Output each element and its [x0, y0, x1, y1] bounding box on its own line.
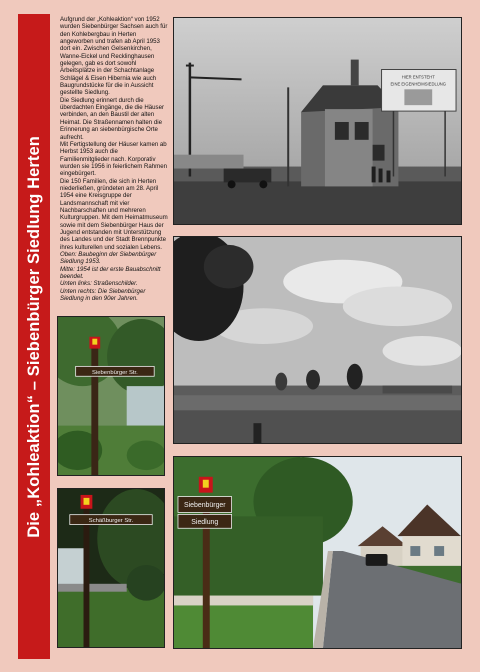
body-text [60, 16, 168, 251]
sign-board-line2: EINE EIGENHEIMSIEDLUNG [390, 81, 447, 87]
sign-board-line1: HIER ENTSTEHT [401, 74, 435, 80]
caption-bottom-left: Unten links: Straßenschilder. [60, 280, 138, 288]
caption-bottom-right: Unten rechts: Die Siebenbürger Siedlung in den 90er Jahren. [60, 287, 146, 303]
body-paragraph: Mit Fertigstellung der Häuser kamen ab Herbst 1953 auch die Familienmitglieder nach. Korporativ wurden sie 1956 in feierlichem Rahmen eingebürgert. [60, 140, 168, 178]
body-paragraph: Die 150 Familien, die sich in Herten niederließen, gründeten am 28. April 1954 eine Kreisgruppe der Landsmannschaft mit vier Nachbarschaften und mehreren Kulturgruppen. Mit dem Heimatmuseum sowie mit dem Siebenbürger Haus der Jugend entstanden mit Unterstützung des Landes und der Stadt Brennpunkte ihres kulturellen und sozialen Lebens. [60, 177, 168, 251]
settlement-sign-line2: Siedlung [191, 518, 219, 526]
photo-construction-1953 [173, 17, 462, 225]
photo-settlement-1990s [173, 456, 462, 649]
body-paragraph: Aufgrund der „Kohleaktion“ von 1952 wurden Siebenbürger Sachsen auch für den Kohlebergbau in Herten angeworben und trafen ab April 1953 dort ein. Zwischen Gelsenkirchen, Wanne-Eickel und Recklinghausen gelegen, gab es dort sowohl Arbeitsplätze in der Schachtanlage Schlägel & Eisen Hibernia wie auch Baugrundstücke für die in Aussicht gestellte Siedlung. [60, 16, 168, 97]
settlement-sign-line1: Siebenbürger [183, 501, 226, 509]
page-title: Die „Kohleaktion“ – Siebenbürger Siedlung Herten [24, 135, 43, 538]
photo-street-sign-2 [57, 488, 165, 648]
street-sign-text-2: Schäßburger Str. [88, 518, 134, 525]
photo-street-sign-1 [57, 316, 165, 476]
body-paragraph: Die Siedlung erinnert durch die überdachten Eingänge, die die Häuser verbinden, an den Baustil der alten Heimat. Die Straßennamen halten die Erinnerung an siebenbürgische Orte aufrecht. [60, 96, 165, 141]
vertical-title [14, 14, 54, 659]
caption-top: Oben: Baubeginn der Siebenbürger Siedlung 1953. [60, 251, 157, 266]
street-sign-text-1: Siebenbürger Str. [92, 369, 138, 376]
caption-middle: Mitte: 1954 ist der erste Bauabschnitt beendet. [60, 265, 161, 281]
photo-first-phase-1954 [173, 236, 462, 444]
photo-captions [60, 251, 168, 302]
